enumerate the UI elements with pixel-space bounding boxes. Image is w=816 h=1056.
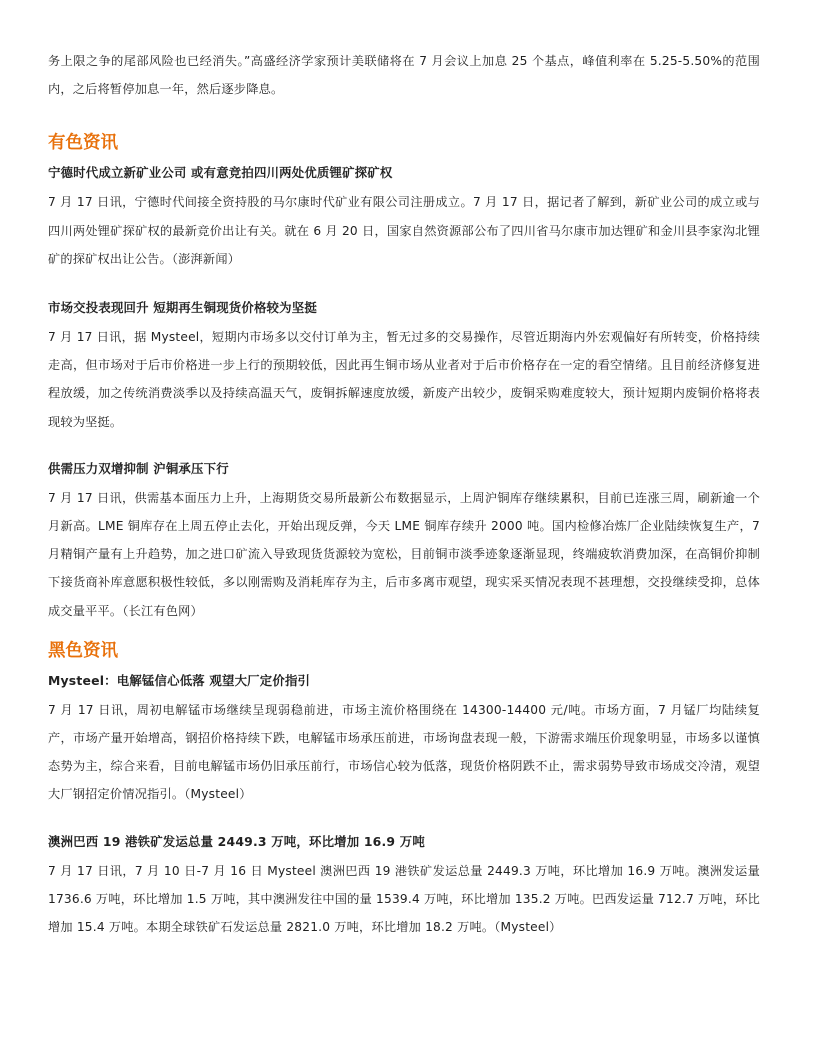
article-shanghai-copper [48, 456, 760, 625]
article-title: 市场交投表现回升 短期再生铜现货价格较为坚挺 [48, 300, 317, 316]
article-title: Mysteel：电解锰信心低落 观望大厂定价指引 [48, 672, 311, 688]
article-title: 供需压力双增抑制 沪铜承压下行 [48, 460, 229, 476]
article-body: 7 月 17 日讯，供需基本面压力上升，上海期货交易所最新公布数据显示，上周沪铜库存继续累积，目前已连涨三周，刷新逾一个月新高。LME 铜库存在上周五停止去化，开始出现反弹，今天 LME 铜库存续升 2000 吨。国内检修冶炼厂企业陆续恢复生产，7 月精铜产量有上升趋势，加之进口矿流入导致现货货源较为宽松，目前铜市淡季迹象逐渐显现，终端疲软消费加深，在高铜价抑制下接货商补库意愿积极性较低，多以刚需购及消耗库存为主，后市多离市观望，现实采买情况表现不甚理想，交投继续受抑，总体成交量平平。（长江有色网） [48, 490, 760, 618]
article-catl-lithium [48, 160, 760, 273]
article-body: 7 月 17 日讯，宁德时代间接全资持股的马尔康时代矿业有限公司注册成立。7 月 17 日，据记者了解到，新矿业公司的成立或与四川两处锂矿探矿权的最新竞价出让有关。就在 6 月 20 日，国家自然资源部公布了四川省马尔康市加达锂矿和金川县李家沟北锂矿的探矿权出让公告。（澎湃新闻） [48, 195, 760, 266]
section-title-nonferrous: 有色资讯 [48, 133, 118, 154]
article-iron-ore-shipments [48, 829, 760, 942]
intro-paragraph: 务上限之争的尾部风险也已经消失。”高盛经济学家预计美联储将在 7 月会议上加息 25 个基点，峰值利率在 5.25-5.50%的范围内，之后将暂停加息一年，然后逐步降息。 [48, 54, 760, 97]
article-body: 7 月 17 日讯，周初电解锰市场继续呈现弱稳前进，市场主流价格围绕在 14300-14400 元/吨。市场方面，7 月锰厂均陆续复产，市场产量开始增高，钢招价格持续下跌，电解锰市场承压前进，市场询盘表现一般，下游需求端压价现象明显，市场多以谨慎态势为主，综合来看，目前电解锰市场仍旧承压前行，市场信心较为低落，现货价格阴跌不止，需求弱势导致市场成交冷清，观望大厂钢招定价情况指引。（Mysteel） [48, 702, 760, 802]
document-page [48, 0, 760, 941]
article-electrolytic-manganese [48, 668, 760, 809]
article-body: 7 月 17 日讯，7 月 10 日-7 月 16 日 Mysteel 澳洲巴西 19 港铁矿发运总量 2449.3 万吨，环比增加 16.9 万吨。澳洲发运量 1736.6 万吨，环比增加 1.5 万吨，其中澳洲发往中国的量 1539.4 万吨，环比增加 135.2 万吨。巴西发运量 712.7 万吨，环比增加 15.4 万吨。本期全球铁矿石发运总量 2821.0 万吨，环比增加 18.2 万吨。（Mysteel） [48, 863, 760, 935]
section-title-ferrous: 黑色资讯 [48, 640, 118, 661]
article-recycled-copper [48, 295, 760, 436]
article-title: 宁德时代成立新矿业公司 或有意竞拍四川两处优质锂矿探矿权 [48, 165, 393, 181]
article-body: 7 月 17 日讯，据 Mysteel，短期内市场多以交付订单为主，暂无过多的交易操作，尽管近期海内外宏观偏好有所转变，价格持续走高，但市场对于后市价格进一步上行的预期较低，因此再生铜市场从业者对于后市价格存在一定的看空情绪。且目前经济修复进程放缓，加之传统消费淡季以及持续高温天气，废铜拆解速度放缓，新废产出较少，废铜采购难度较大，预计短期内废铜价格将表现较为坚挺。 [48, 330, 760, 429]
article-title: 澳洲巴西 19 港铁矿发运总量 2449.3 万吨，环比增加 16.9 万吨 [48, 833, 425, 849]
